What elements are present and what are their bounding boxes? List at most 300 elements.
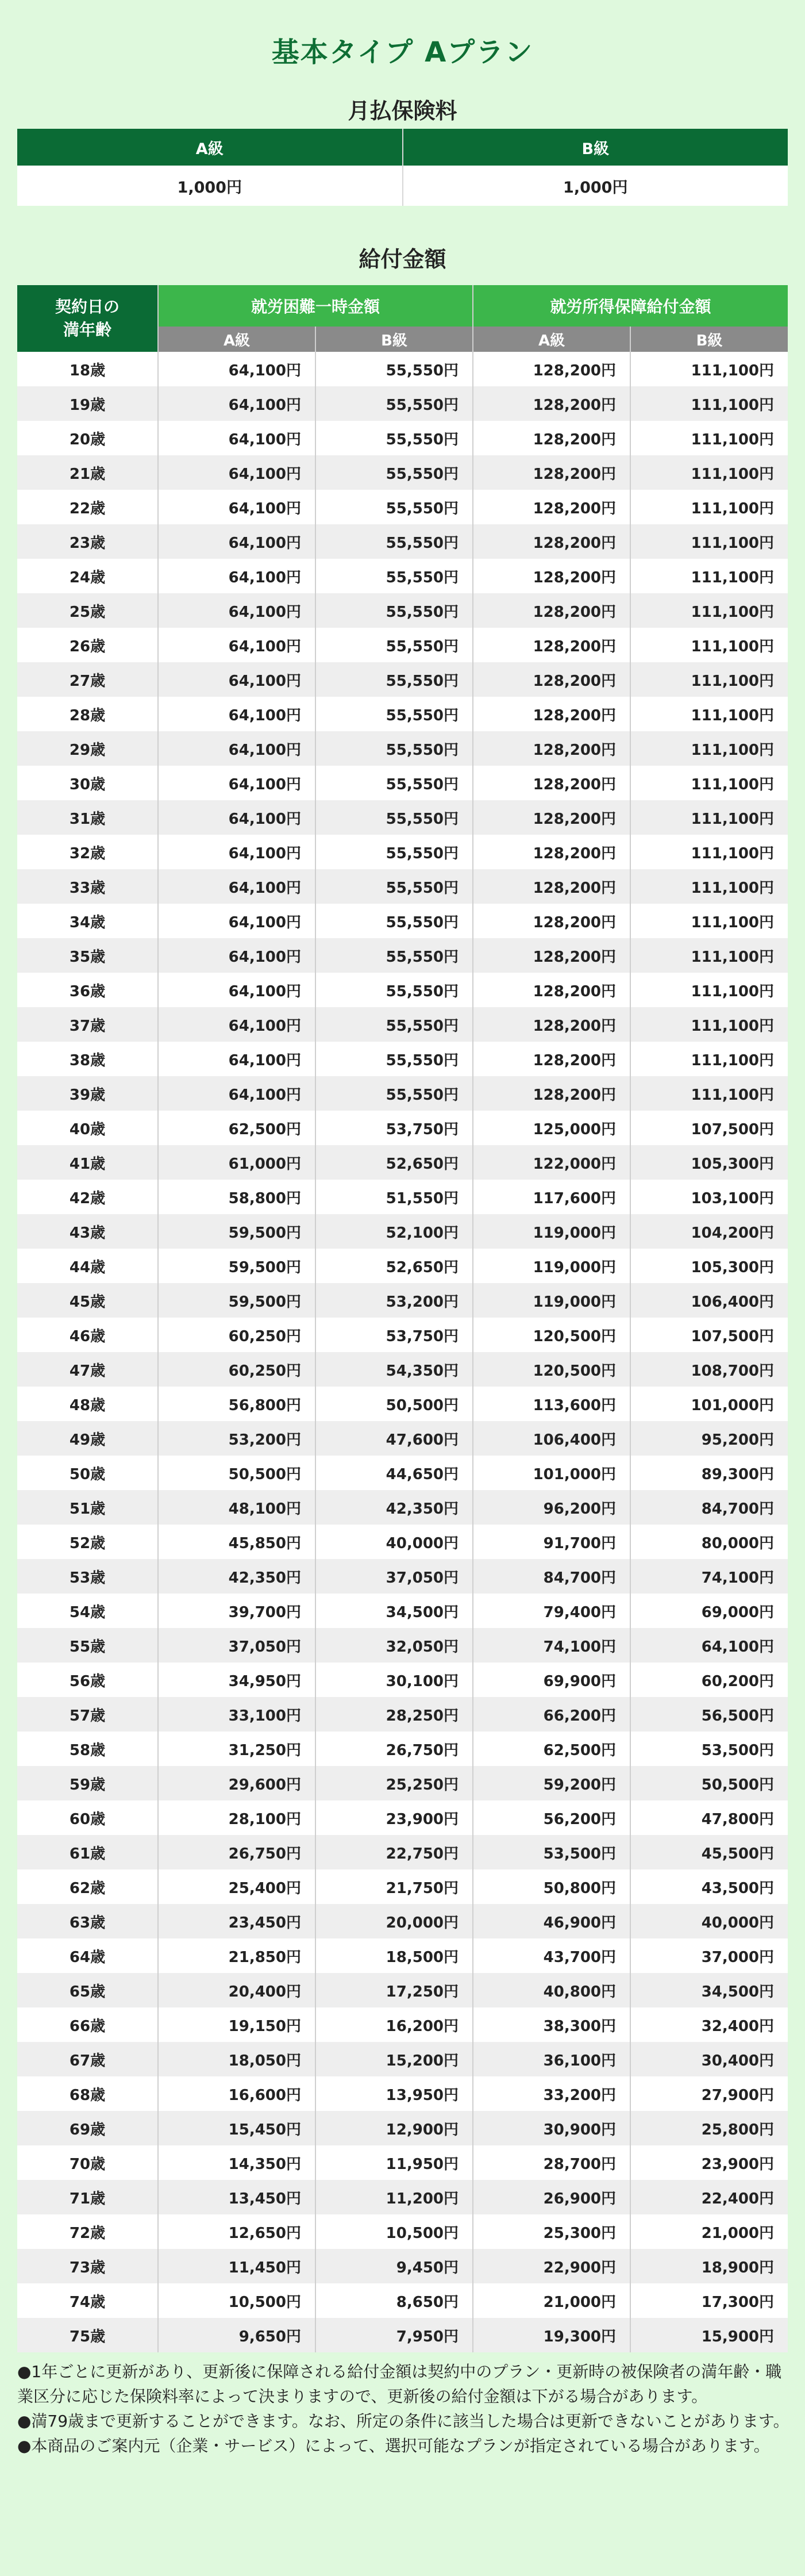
income-a-cell: 128,200円 <box>473 662 630 697</box>
table-row <box>17 1318 788 1352</box>
table-row <box>17 1042 788 1076</box>
income-b-cell: 111,100円 <box>630 766 788 800</box>
age-cell: 18歳 <box>17 352 158 386</box>
age-cell: 71歳 <box>17 2180 158 2214</box>
income-a-cell: 128,200円 <box>473 1076 630 1111</box>
note-item: ●本商品のご案内元（企業・サービス）によって、選択可能なプランが指定されている場合があります。 <box>17 2436 770 2455</box>
lump-sum-a-cell: 64,100円 <box>158 904 315 938</box>
lump-sum-a-cell: 29,600円 <box>158 1766 315 1800</box>
income-b-cell: 25,800円 <box>630 2111 788 2145</box>
lump-sum-a-cell: 59,500円 <box>158 1214 315 1249</box>
income-b-cell: 21,000円 <box>630 2214 788 2249</box>
income-a-cell: 79,400円 <box>473 1594 630 1628</box>
benefit-heading: 給付金額 <box>359 247 446 272</box>
lump-sum-b-cell: 55,550円 <box>315 766 473 800</box>
income-b-cell: 111,100円 <box>630 1042 788 1076</box>
income-b-cell: 111,100円 <box>630 835 788 869</box>
table-row <box>17 628 788 662</box>
age-cell: 72歳 <box>17 2214 158 2249</box>
benefit-group-header-row <box>17 285 788 327</box>
lump-sum-b-cell: 55,550円 <box>315 1042 473 1076</box>
income-b-cell: 111,100円 <box>630 697 788 731</box>
lump-sum-a-cell: 28,100円 <box>158 1800 315 1835</box>
income-a-cell: 26,900円 <box>473 2180 630 2214</box>
lump-sum-b-cell: 55,550円 <box>315 835 473 869</box>
lump-sum-a-cell: 58,800円 <box>158 1180 315 1214</box>
lump-sum-b-cell: 15,200円 <box>315 2042 473 2076</box>
lump-sum-b-cell: 55,550円 <box>315 800 473 835</box>
table-row <box>17 1456 788 1490</box>
income-b-cell: 22,400円 <box>630 2180 788 2214</box>
age-cell: 31歳 <box>17 800 158 835</box>
income-b-cell: 111,100円 <box>630 1007 788 1042</box>
premium-header-a: A級 <box>17 129 403 166</box>
age-cell: 25歳 <box>17 593 158 628</box>
table-row <box>17 766 788 800</box>
income-a-cell: 128,200円 <box>473 386 630 421</box>
lump-sum-a-cell: 20,400円 <box>158 1973 315 2007</box>
lump-sum-b-cell: 32,050円 <box>315 1628 473 1663</box>
income-b-cell: 64,100円 <box>630 1628 788 1663</box>
table-row <box>17 1594 788 1628</box>
income-b-cell: 111,100円 <box>630 904 788 938</box>
lump-sum-a-cell: 64,100円 <box>158 559 315 593</box>
table-row <box>17 455 788 490</box>
lump-sum-b-cell: 16,200円 <box>315 2007 473 2042</box>
income-b-cell: 105,300円 <box>630 1249 788 1283</box>
lump-sum-a-cell: 21,850円 <box>158 1938 315 1973</box>
lump-sum-a-cell: 18,050円 <box>158 2042 315 2076</box>
income-a-cell: 128,200円 <box>473 524 630 559</box>
income-b-cell: 111,100円 <box>630 352 788 386</box>
income-a-cell: 91,700円 <box>473 1525 630 1559</box>
lump-sum-a-cell: 64,100円 <box>158 490 315 524</box>
table-row <box>17 2111 788 2145</box>
lump-sum-b-cell: 21,750円 <box>315 1869 473 1904</box>
age-cell: 58歳 <box>17 1732 158 1766</box>
lump-sum-b-cell: 55,550円 <box>315 1007 473 1042</box>
lump-sum-a-cell: 37,050円 <box>158 1628 315 1663</box>
lump-sum-a-cell: 26,750円 <box>158 1835 315 1869</box>
income-b-cell: 108,700円 <box>630 1352 788 1387</box>
income-b-cell: 40,000円 <box>630 1904 788 1938</box>
table-row <box>17 593 788 628</box>
income-b-cell: 107,500円 <box>630 1111 788 1145</box>
income-b-cell: 111,100円 <box>630 386 788 421</box>
lump-sum-a-cell: 64,100円 <box>158 973 315 1007</box>
income-a-cell: 36,100円 <box>473 2042 630 2076</box>
table-row <box>17 1525 788 1559</box>
table-row <box>17 2007 788 2042</box>
age-cell: 67歳 <box>17 2042 158 2076</box>
income-b-cell: 104,200円 <box>630 1214 788 1249</box>
age-cell: 62歳 <box>17 1869 158 1904</box>
lump-sum-a-cell: 19,150円 <box>158 2007 315 2042</box>
table-row <box>17 386 788 421</box>
table-row <box>17 938 788 973</box>
income-a-cell: 28,700円 <box>473 2145 630 2180</box>
income-b-cell: 30,400円 <box>630 2042 788 2076</box>
table-row <box>17 1835 788 1869</box>
table-row <box>17 1697 788 1732</box>
age-cell: 23歳 <box>17 524 158 559</box>
lump-sum-a-cell: 64,100円 <box>158 731 315 766</box>
age-cell: 64歳 <box>17 1938 158 1973</box>
lump-sum-b-cell: 20,000円 <box>315 1904 473 1938</box>
lump-sum-b-cell: 55,550円 <box>315 386 473 421</box>
premium-header-row <box>17 129 788 166</box>
premium-value-b: 1,000円 <box>403 166 788 206</box>
age-cell: 38歳 <box>17 1042 158 1076</box>
lump-sum-b-cell: 23,900円 <box>315 1800 473 1835</box>
lump-sum-b-cell: 37,050円 <box>315 1559 473 1594</box>
age-cell: 52歳 <box>17 1525 158 1559</box>
note-item: ●満79歳まで更新することができます。なお、所定の条件に該当した場合は更新できないことがあります。 <box>17 2412 789 2431</box>
income-a-cell: 59,200円 <box>473 1766 630 1800</box>
lump-sum-a-cell: 64,100円 <box>158 421 315 455</box>
page-title: 基本タイプ Aプラン <box>271 36 534 68</box>
income-b-cell: 111,100円 <box>630 1076 788 1111</box>
premium-header-b: B級 <box>403 129 788 166</box>
lump-sum-b-cell: 50,500円 <box>315 1387 473 1421</box>
table-row <box>17 904 788 938</box>
lump-sum-b-cell: 55,550円 <box>315 973 473 1007</box>
age-cell: 29歳 <box>17 731 158 766</box>
lump-sum-a-cell: 64,100円 <box>158 628 315 662</box>
age-cell: 39歳 <box>17 1076 158 1111</box>
income-b-cell: 15,900円 <box>630 2318 788 2352</box>
income-b-cell: 32,400円 <box>630 2007 788 2042</box>
table-row <box>17 2180 788 2214</box>
age-cell: 63歳 <box>17 1904 158 1938</box>
lump-sum-a-cell: 60,250円 <box>158 1318 315 1352</box>
age-cell: 43歳 <box>17 1214 158 1249</box>
table-row <box>17 697 788 731</box>
sub-header-lump-a: A級 <box>158 327 315 352</box>
income-b-cell: 84,700円 <box>630 1490 788 1525</box>
income-b-cell: 111,100円 <box>630 421 788 455</box>
income-a-cell: 128,200円 <box>473 559 630 593</box>
age-cell: 73歳 <box>17 2249 158 2283</box>
income-a-cell: 128,200円 <box>473 766 630 800</box>
income-a-cell: 25,300円 <box>473 2214 630 2249</box>
age-cell: 66歳 <box>17 2007 158 2042</box>
table-row <box>17 2042 788 2076</box>
lump-sum-a-cell: 64,100円 <box>158 662 315 697</box>
income-a-cell: 128,200円 <box>473 869 630 904</box>
lump-sum-b-cell: 54,350円 <box>315 1352 473 1387</box>
table-row <box>17 2249 788 2283</box>
lump-sum-a-cell: 15,450円 <box>158 2111 315 2145</box>
lump-sum-b-cell: 55,550円 <box>315 731 473 766</box>
lump-sum-b-cell: 10,500円 <box>315 2214 473 2249</box>
table-row <box>17 1973 788 2007</box>
table-row <box>17 1766 788 1800</box>
age-cell: 75歳 <box>17 2318 158 2352</box>
income-b-cell: 106,400円 <box>630 1283 788 1318</box>
table-row <box>17 1559 788 1594</box>
table-row <box>17 2076 788 2111</box>
lump-sum-b-cell: 55,550円 <box>315 697 473 731</box>
lump-sum-a-cell: 9,650円 <box>158 2318 315 2352</box>
lump-sum-a-cell: 50,500円 <box>158 1456 315 1490</box>
income-a-cell: 22,900円 <box>473 2249 630 2283</box>
lump-sum-b-cell: 55,550円 <box>315 421 473 455</box>
lump-sum-b-cell: 52,100円 <box>315 1214 473 1249</box>
table-row <box>17 421 788 455</box>
age-cell: 57歳 <box>17 1697 158 1732</box>
income-a-cell: 117,600円 <box>473 1180 630 1214</box>
lump-sum-b-cell: 52,650円 <box>315 1249 473 1283</box>
table-row <box>17 1490 788 1525</box>
table-row <box>17 2283 788 2318</box>
age-cell: 40歳 <box>17 1111 158 1145</box>
income-a-cell: 128,200円 <box>473 352 630 386</box>
income-a-cell: 128,200円 <box>473 628 630 662</box>
income-b-cell: 69,000円 <box>630 1594 788 1628</box>
note-item: ●1年ごとに更新があり、更新後に保障される給付金額は契約中のプラン・更新時の被保険者の満年齢・職業区分に応じた保険料率によって決まりますので、更新後の給付金額は下がる場合があります。 <box>17 2362 782 2406</box>
income-b-cell: 56,500円 <box>630 1697 788 1732</box>
table-row <box>17 1352 788 1387</box>
lump-sum-b-cell: 55,550円 <box>315 904 473 938</box>
age-cell: 42歳 <box>17 1180 158 1214</box>
table-row <box>17 490 788 524</box>
age-cell: 22歳 <box>17 490 158 524</box>
lump-sum-a-cell: 64,100円 <box>158 697 315 731</box>
income-a-cell: 101,000円 <box>473 1456 630 1490</box>
income-b-cell: 74,100円 <box>630 1559 788 1594</box>
age-cell: 69歳 <box>17 2111 158 2145</box>
income-b-cell: 111,100円 <box>630 593 788 628</box>
income-b-cell: 111,100円 <box>630 800 788 835</box>
table-row <box>17 1869 788 1904</box>
income-a-cell: 128,200円 <box>473 593 630 628</box>
lump-sum-a-cell: 64,100円 <box>158 524 315 559</box>
benefit-body <box>17 352 788 2352</box>
age-cell: 45歳 <box>17 1283 158 1318</box>
income-b-cell: 111,100円 <box>630 524 788 559</box>
age-cell: 74歳 <box>17 2283 158 2318</box>
lump-sum-b-cell: 13,950円 <box>315 2076 473 2111</box>
income-b-cell: 111,100円 <box>630 628 788 662</box>
age-header-line1: 契約日の <box>55 297 120 316</box>
income-b-cell: 37,000円 <box>630 1938 788 1973</box>
table-row <box>17 800 788 835</box>
income-a-cell: 21,000円 <box>473 2283 630 2318</box>
lump-sum-a-cell: 64,100円 <box>158 1042 315 1076</box>
age-cell: 65歳 <box>17 1973 158 2007</box>
income-b-cell: 103,100円 <box>630 1180 788 1214</box>
table-row <box>17 1007 788 1042</box>
income-a-cell: 50,800円 <box>473 1869 630 1904</box>
income-a-cell: 96,200円 <box>473 1490 630 1525</box>
lump-sum-b-cell: 55,550円 <box>315 593 473 628</box>
lump-sum-b-cell: 53,200円 <box>315 1283 473 1318</box>
premium-value-a: 1,000円 <box>17 166 403 206</box>
sub-header-lump-b: B級 <box>315 327 473 352</box>
lump-sum-a-cell: 42,350円 <box>158 1559 315 1594</box>
lump-sum-a-cell: 64,100円 <box>158 1007 315 1042</box>
lump-sum-b-cell: 55,550円 <box>315 869 473 904</box>
age-cell: 30歳 <box>17 766 158 800</box>
income-a-cell: 128,200円 <box>473 455 630 490</box>
income-a-cell: 128,200円 <box>473 835 630 869</box>
income-b-cell: 89,300円 <box>630 1456 788 1490</box>
income-a-cell: 53,500円 <box>473 1835 630 1869</box>
lump-sum-b-cell: 18,500円 <box>315 1938 473 1973</box>
lump-sum-b-cell: 55,550円 <box>315 628 473 662</box>
table-row <box>17 731 788 766</box>
lump-sum-a-cell: 64,100円 <box>158 800 315 835</box>
lump-sum-a-cell: 53,200円 <box>158 1421 315 1456</box>
income-a-cell: 128,200円 <box>473 731 630 766</box>
lump-sum-b-cell: 22,750円 <box>315 1835 473 1869</box>
income-a-cell: 128,200円 <box>473 490 630 524</box>
lump-sum-b-cell: 55,550円 <box>315 559 473 593</box>
income-a-cell: 33,200円 <box>473 2076 630 2111</box>
income-a-cell: 43,700円 <box>473 1938 630 1973</box>
lump-sum-b-cell: 8,650円 <box>315 2283 473 2318</box>
lump-sum-b-cell: 28,250円 <box>315 1697 473 1732</box>
income-a-cell: 128,200円 <box>473 1007 630 1042</box>
lump-sum-b-cell: 52,650円 <box>315 1145 473 1180</box>
table-row <box>17 559 788 593</box>
income-b-cell: 34,500円 <box>630 1973 788 2007</box>
age-cell: 61歳 <box>17 1835 158 1869</box>
table-row <box>17 1249 788 1283</box>
lump-sum-b-cell: 51,550円 <box>315 1180 473 1214</box>
age-cell: 26歳 <box>17 628 158 662</box>
age-cell: 44歳 <box>17 1249 158 1283</box>
lump-sum-a-cell: 64,100円 <box>158 1076 315 1111</box>
lump-sum-a-cell: 11,450円 <box>158 2249 315 2283</box>
table-row <box>17 1938 788 1973</box>
lump-sum-a-cell: 64,100円 <box>158 593 315 628</box>
age-cell: 24歳 <box>17 559 158 593</box>
lump-sum-a-cell: 23,450円 <box>158 1904 315 1938</box>
lump-sum-b-cell: 17,250円 <box>315 1973 473 2007</box>
age-cell: 54歳 <box>17 1594 158 1628</box>
lump-sum-a-cell: 48,100円 <box>158 1490 315 1525</box>
age-cell: 59歳 <box>17 1766 158 1800</box>
income-a-cell: 84,700円 <box>473 1559 630 1594</box>
income-a-cell: 119,000円 <box>473 1214 630 1249</box>
income-b-cell: 111,100円 <box>630 938 788 973</box>
age-cell: 41歳 <box>17 1145 158 1180</box>
premium-table <box>17 129 788 206</box>
income-a-cell: 62,500円 <box>473 1732 630 1766</box>
age-cell: 21歳 <box>17 455 158 490</box>
lump-sum-b-cell: 44,650円 <box>315 1456 473 1490</box>
age-cell: 35歳 <box>17 938 158 973</box>
lump-sum-b-cell: 53,750円 <box>315 1111 473 1145</box>
lump-sum-a-cell: 60,250円 <box>158 1352 315 1387</box>
lump-sum-a-cell: 39,700円 <box>158 1594 315 1628</box>
income-b-cell: 111,100円 <box>630 731 788 766</box>
income-a-cell: 128,200円 <box>473 973 630 1007</box>
income-b-cell: 111,100円 <box>630 662 788 697</box>
age-cell: 19歳 <box>17 386 158 421</box>
age-cell: 70歳 <box>17 2145 158 2180</box>
income-b-cell: 47,800円 <box>630 1800 788 1835</box>
age-cell: 32歳 <box>17 835 158 869</box>
age-cell: 55歳 <box>17 1628 158 1663</box>
lump-sum-b-cell: 53,750円 <box>315 1318 473 1352</box>
income-a-cell: 38,300円 <box>473 2007 630 2042</box>
lump-sum-b-cell: 55,550円 <box>315 662 473 697</box>
lump-sum-a-cell: 13,450円 <box>158 2180 315 2214</box>
table-row <box>17 869 788 904</box>
lump-sum-b-cell: 11,200円 <box>315 2180 473 2214</box>
table-row <box>17 1387 788 1421</box>
income-b-cell: 50,500円 <box>630 1766 788 1800</box>
income-b-cell: 111,100円 <box>630 490 788 524</box>
income-a-cell: 125,000円 <box>473 1111 630 1145</box>
table-row <box>17 1283 788 1318</box>
lump-sum-b-cell: 55,550円 <box>315 352 473 386</box>
income-b-cell: 27,900円 <box>630 2076 788 2111</box>
lump-sum-a-cell: 62,500円 <box>158 1111 315 1145</box>
income-a-cell: 122,000円 <box>473 1145 630 1180</box>
income-b-cell: 17,300円 <box>630 2283 788 2318</box>
table-row <box>17 1214 788 1249</box>
lump-sum-b-cell: 11,950円 <box>315 2145 473 2180</box>
income-b-cell: 45,500円 <box>630 1835 788 1869</box>
income-a-cell: 69,900円 <box>473 1663 630 1697</box>
income-b-cell: 60,200円 <box>630 1663 788 1697</box>
lump-sum-a-cell: 64,100円 <box>158 766 315 800</box>
age-cell: 34歳 <box>17 904 158 938</box>
income-b-cell: 18,900円 <box>630 2249 788 2283</box>
age-cell: 51歳 <box>17 1490 158 1525</box>
lump-sum-a-cell: 59,500円 <box>158 1283 315 1318</box>
income-b-cell: 101,000円 <box>630 1387 788 1421</box>
income-a-cell: 128,200円 <box>473 421 630 455</box>
table-row <box>17 1663 788 1697</box>
age-cell: 37歳 <box>17 1007 158 1042</box>
sub-header-income-a: A級 <box>473 327 630 352</box>
table-row <box>17 662 788 697</box>
income-b-cell: 53,500円 <box>630 1732 788 1766</box>
income-b-cell: 95,200円 <box>630 1421 788 1456</box>
table-row <box>17 835 788 869</box>
lump-sum-a-cell: 10,500円 <box>158 2283 315 2318</box>
notes <box>17 2359 790 2458</box>
income-a-cell: 56,200円 <box>473 1800 630 1835</box>
age-cell: 36歳 <box>17 973 158 1007</box>
income-a-cell: 119,000円 <box>473 1249 630 1283</box>
lump-sum-a-cell: 64,100円 <box>158 835 315 869</box>
table-row <box>17 2214 788 2249</box>
lump-sum-a-cell: 59,500円 <box>158 1249 315 1283</box>
income-a-cell: 40,800円 <box>473 1973 630 2007</box>
age-cell: 47歳 <box>17 1352 158 1387</box>
lump-sum-b-cell: 55,550円 <box>315 455 473 490</box>
lump-sum-b-cell: 7,950円 <box>315 2318 473 2352</box>
table-row <box>17 1732 788 1766</box>
lump-sum-a-cell: 64,100円 <box>158 938 315 973</box>
age-header-line2: 満年齢 <box>63 320 111 339</box>
table-row <box>17 1111 788 1145</box>
table-row <box>17 973 788 1007</box>
age-cell: 50歳 <box>17 1456 158 1490</box>
income-b-cell: 111,100円 <box>630 973 788 1007</box>
income-b-cell: 105,300円 <box>630 1145 788 1180</box>
lump-sum-b-cell: 30,100円 <box>315 1663 473 1697</box>
lump-sum-a-cell: 33,100円 <box>158 1697 315 1732</box>
lump-sum-b-cell: 12,900円 <box>315 2111 473 2145</box>
lump-sum-a-cell: 12,650円 <box>158 2214 315 2249</box>
